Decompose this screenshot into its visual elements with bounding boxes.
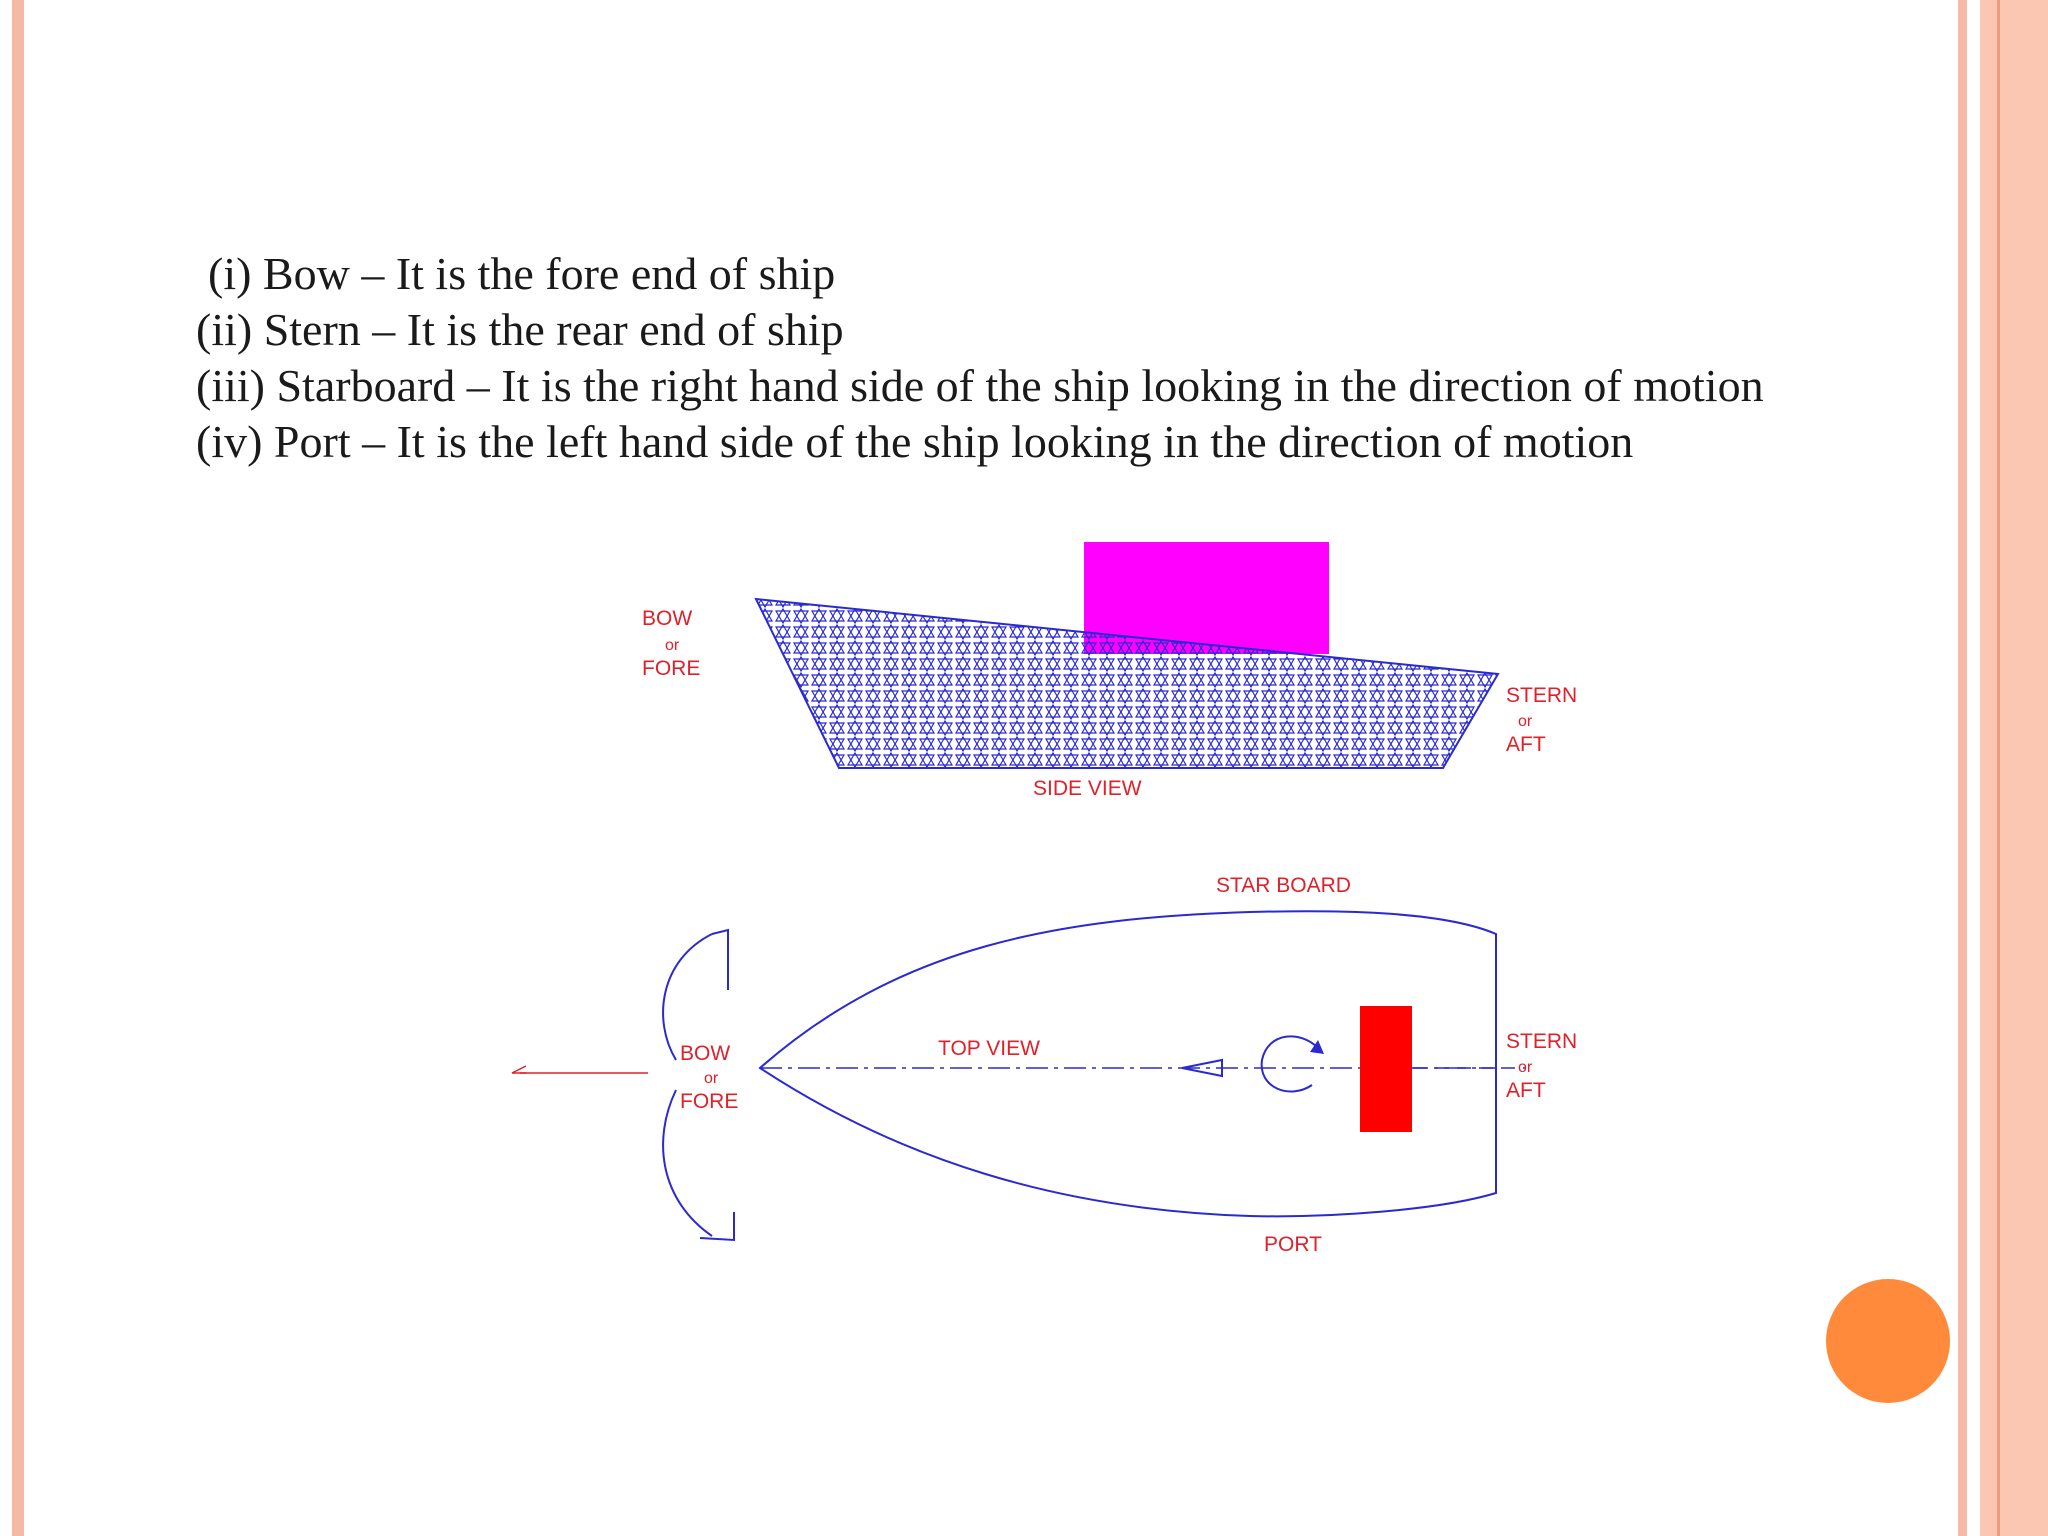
definition-bow: (i) Bow – It is the fore end of ship bbox=[208, 248, 836, 299]
top-view bbox=[512, 874, 1577, 1256]
definition-stern: (ii) Stern – It is the rear end of ship bbox=[196, 304, 844, 355]
top-stern-label-3: AFT bbox=[1506, 1079, 1546, 1102]
side-bow-label-3: FORE bbox=[642, 657, 701, 680]
top-port-label: PORT bbox=[1264, 1233, 1322, 1256]
top-stern-label-1: STERN bbox=[1506, 1030, 1578, 1053]
top-starboard-label: STAR BOARD bbox=[1216, 874, 1351, 897]
bow-arc-upper-arrow-icon bbox=[712, 930, 728, 990]
propeller-block bbox=[1360, 1006, 1412, 1132]
definition-port: (iv) Port – It is the left hand side of the ship looking in the direction of motion bbox=[196, 416, 1634, 467]
top-bow-label-2: or bbox=[704, 1070, 719, 1087]
top-view-caption: TOP VIEW bbox=[938, 1037, 1040, 1060]
bow-arc-lower-arrow-icon bbox=[700, 1212, 734, 1240]
side-stern-label-2: or bbox=[1518, 713, 1533, 730]
top-stern-label-2: or bbox=[1518, 1059, 1533, 1076]
accent-dot bbox=[1826, 1279, 1950, 1403]
side-stern-label-1: STERN bbox=[1506, 684, 1578, 707]
side-bow-label-1: BOW bbox=[642, 607, 693, 630]
propeller-rotation-icon bbox=[1262, 1036, 1318, 1091]
side-view-caption: SIDE VIEW bbox=[1033, 777, 1142, 800]
top-bow-label-3: FORE bbox=[680, 1090, 739, 1113]
motion-arrowhead-icon bbox=[512, 1066, 526, 1073]
definition-starboard: (iii) Starboard – It is the right hand side of the ship looking in the direction of motion bbox=[196, 360, 1764, 411]
top-bow-label-1: BOW bbox=[680, 1042, 731, 1065]
side-view bbox=[642, 542, 1577, 800]
side-bow-label-2: or bbox=[665, 637, 680, 654]
side-stern-label-3: AFT bbox=[1506, 733, 1546, 756]
